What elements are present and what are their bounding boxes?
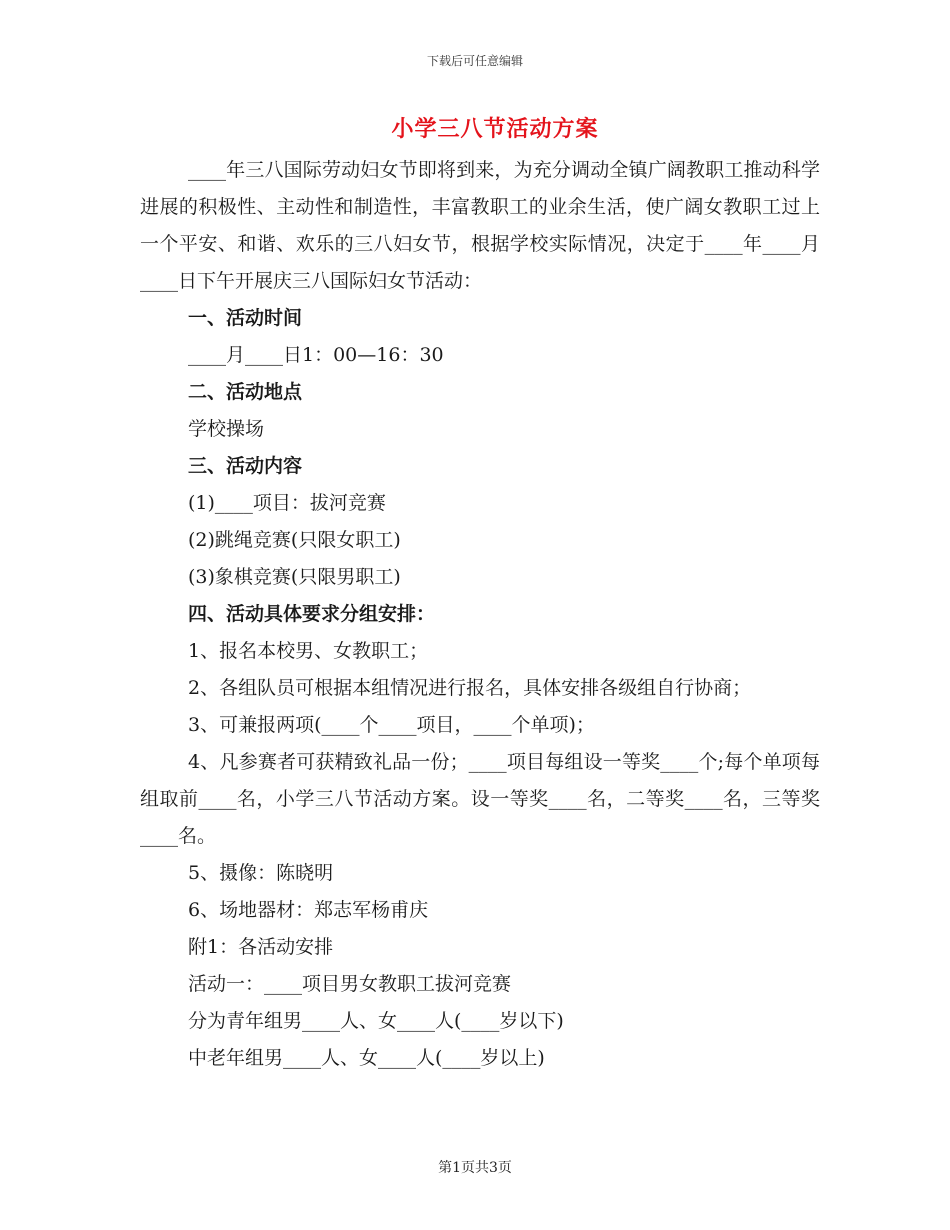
- appendix-line: 活动一：____项目男女教职工拔河竞赛: [188, 973, 512, 995]
- section-heading-requirements: 四、活动具体要求分组安排：: [188, 603, 436, 625]
- requirement-item: 5、摄像：陈晓明: [188, 862, 334, 884]
- content-item: (2)跳绳竞赛(只限女职工): [188, 529, 401, 551]
- content-item: (1)____项目：拔河竞赛: [188, 492, 386, 514]
- requirement-item: 1、报名本校男、女教职工；: [188, 640, 429, 662]
- page-footer-number: 第1页共3页: [438, 1160, 512, 1176]
- document-body: [140, 152, 820, 1077]
- appendix-line: 附1：各活动安排: [188, 936, 334, 958]
- requirement-item: 2、各组队员可根据本组情况进行报名，具体安排各级组自行协商；: [188, 677, 752, 699]
- content-item: (3)象棋竞赛(只限男职工): [188, 566, 401, 588]
- section-heading-time: 一、活动时间: [188, 307, 303, 329]
- requirement-item: 3、可兼报两项(____个____项目，____个单项)；: [188, 714, 595, 736]
- intro-paragraph: ____年三八国际劳动妇女节即将到来，为充分调动全镇广阔教职工推动科学进展的积极性、主动性和制造性，丰富教职工的业余生活，使广阔女教职工过上一个平安、和谐、欢乐的三八妇女节，根据学校实际情况，决定于____年____月____日下午开展庆三八国际妇女节活动：: [140, 159, 820, 292]
- page-header-note: 下载后可任意编辑: [426, 54, 523, 68]
- appendix-line: 分为青年组男____人、女____人(____岁以下): [188, 1010, 564, 1032]
- document-title: 小学三八节活动方案: [391, 116, 599, 142]
- requirement-item: 4、凡参赛者可获精致礼品一份；____项目每组设一等奖____个;每个单项每组取前____名，小学三八节活动方案。设一等奖____名，二等奖____名，三等奖____名。: [140, 751, 820, 847]
- time-value: ____月____日1：00—16：30: [188, 344, 444, 366]
- requirement-item: 6、场地器材：郑志军杨甫庆: [188, 899, 429, 921]
- section-heading-place: 二、活动地点: [188, 381, 303, 403]
- section-heading-content: 三、活动内容: [188, 455, 303, 477]
- appendix-line: 中老年组男____人、女____人(____岁以上): [188, 1047, 545, 1069]
- place-value: 学校操场: [188, 418, 265, 440]
